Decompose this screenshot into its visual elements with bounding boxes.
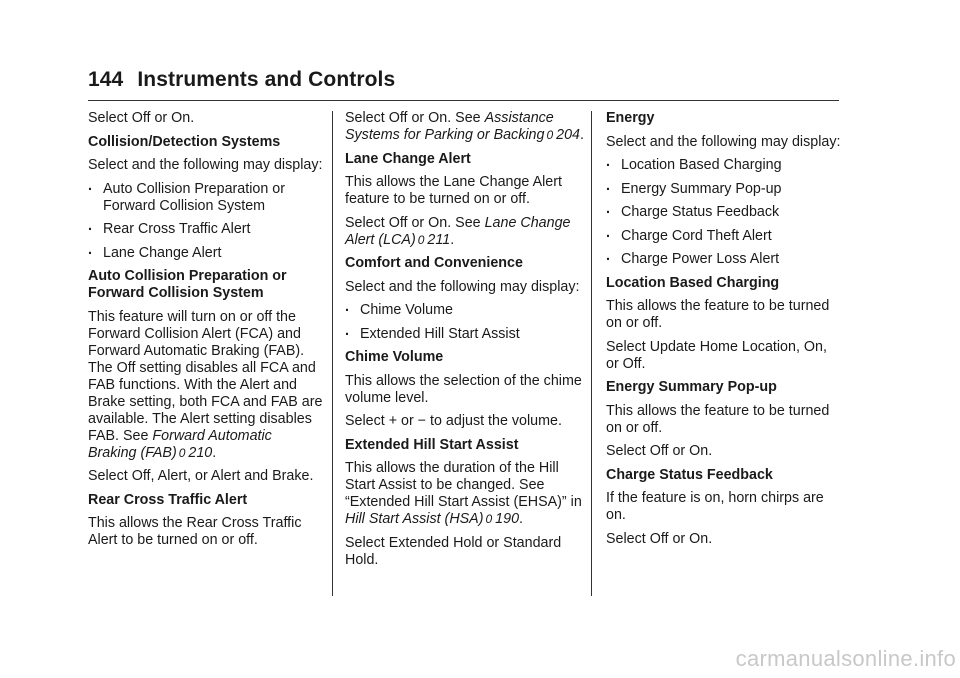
section-heading: Collision/Detection Systems [88,133,281,150]
page-number: 144 [88,68,124,91]
paragraph: Select Off or On. [606,530,713,547]
section-heading: Energy Summary Pop-up [606,379,777,395]
paragraph: This allows the duration of the Hill Start Assist to be changed. See “Extended Hill Start Assist (EHSA)” in Hill Start Assist (HSA) 0 190. [345,460,582,527]
column-1 [88,110,324,556]
paragraph: Select Off or On. See Lane Change Alert (LCA) 0 211. [345,214,571,248]
paragraph: Select + or − to adjust the volume. [345,413,562,429]
column-divider-1 [332,111,333,596]
section-heading: Auto Collision Preparation or Forward Collision System [88,268,287,301]
paragraph: Select Off, Alert, or Alert and Brake. [88,468,314,484]
paragraph: This allows the Lane Change Alert feature to be turned on or off. [345,174,562,207]
bullet-item: . Lane Change Alert [88,245,324,262]
paragraph: Select and the following may display: [345,278,580,295]
paragraph: Select Off or On. [606,443,713,459]
paragraph: This allows the selection of the chime volume level. [345,372,582,406]
section-heading: Extended Hill Start Assist [345,436,519,453]
section-heading: Location Based Charging [606,274,780,291]
page-ref-arrow-icon: 0 [417,232,425,247]
paragraph: This allows the Rear Cross Traffic Alert to be turned on or off. [88,515,302,548]
paragraph: Select Extended Hold or Standard Hold. [345,534,562,568]
header-rule [88,100,839,101]
section-heading: Comfort and Convenience [345,255,523,271]
paragraph: This feature will turn on or off the Forward Collision Alert (FCA) and Forward Automatic Braking (FAB). The Off setting disables all FCA and FAB functions. With the Alert and Brake setting, both FCA and FAB are available. The Alert setting disables FAB. See Forward Automatic Braking (FAB) 0 210. [88,308,323,461]
bullet-item: . Charge Status Feedback [606,204,841,221]
column-3 [606,110,841,554]
bullet-item: . Charge Power Loss Alert [606,251,841,268]
cross-reference-link[interactable]: Lane Change Alert (LCA) [345,214,571,248]
bullet-item: . Auto Collision Preparation or Forward Collision System [88,181,324,215]
cross-reference-link[interactable]: Hill Start Assist (HSA) [345,511,484,527]
paragraph: Select and the following may display: [88,157,323,173]
section-heading: Lane Change Alert [345,150,471,167]
page-ref-arrow-icon: 0 [485,512,493,526]
bullet-item: . Rear Cross Traffic Alert [88,221,324,238]
paragraph: Select Off or On. See Assistance Systems for Parking or Backing 0 204. [345,110,584,143]
cross-reference-link[interactable]: Forward Automatic Braking (FAB) [88,427,272,461]
page-reference[interactable]: 211 [427,231,451,248]
page-header [88,68,395,92]
page-reference[interactable]: 190 [495,511,520,527]
bullet-item: . Energy Summary Pop-up [606,181,841,198]
column-2 [345,110,585,575]
section-heading: Chime Volume [345,349,444,365]
section-heading: Charge Status Feedback [606,466,773,483]
paragraph: Select Update Home Location, On, or Off. [606,338,827,372]
bullet-item: . Location Based Charging [606,157,841,174]
page-reference[interactable]: 204 [556,127,580,143]
page-ref-arrow-icon: 0 [178,445,186,460]
cross-reference-link[interactable]: Assistance Systems for Parking or Backing [345,110,554,143]
bullet-item: . Extended Hill Start Assist [345,326,585,343]
paragraph: If the feature is on, horn chirps are on. [606,490,824,523]
section-heading: Energy [606,110,655,126]
page-reference[interactable]: 210 [188,444,213,461]
paragraph: Select and the following may display: [606,133,841,150]
paragraph: This allows the feature to be turned on or off. [606,298,830,331]
section-heading: Rear Cross Traffic Alert [88,491,248,508]
page-ref-arrow-icon: 0 [546,128,554,142]
paragraph: Select Off or On. [88,110,195,126]
watermark: carmanualsonline.info [735,646,956,671]
paragraph: This allows the feature to be turned on or off. [606,402,830,436]
bullet-item: . Chime Volume [345,302,585,319]
column-divider-2 [591,111,592,596]
page-title: Instruments and Controls [137,68,396,91]
bullet-item: . Charge Cord Theft Alert [606,228,841,245]
